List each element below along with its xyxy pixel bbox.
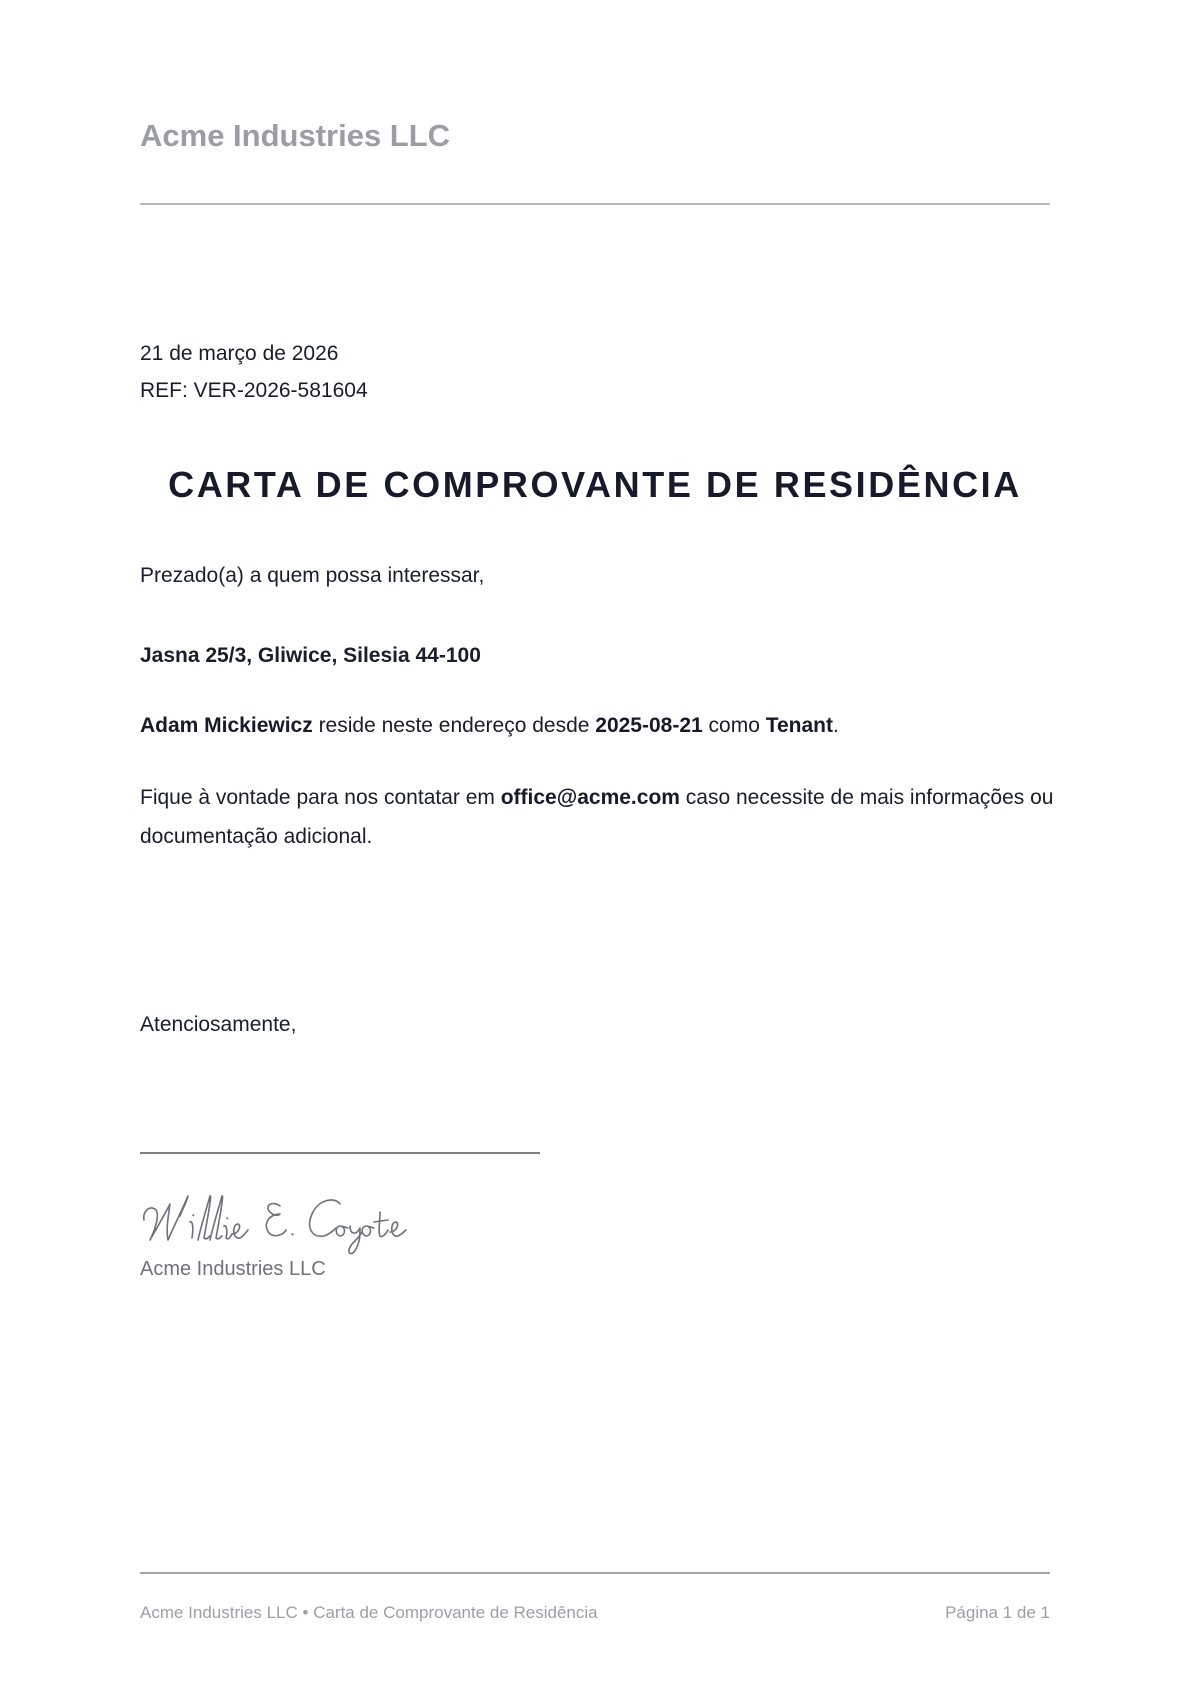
salutation: Prezado(a) a quem possa interessar, xyxy=(140,564,485,587)
letter-title: CARTA DE COMPROVANTE DE RESIDÊNCIA xyxy=(168,464,1022,505)
residence-since-date: 2025-08-21 xyxy=(595,714,703,737)
contact-email: office@acme.com xyxy=(500,786,680,809)
letter-date: 21 de março de 2026 xyxy=(140,342,339,365)
signature-line xyxy=(140,1152,540,1154)
contact-paragraph xyxy=(140,778,1055,856)
handwritten-signature xyxy=(140,1182,460,1257)
footer-document-info: Acme Industries LLC • Carta de Comprovante de Residência xyxy=(140,1603,598,1622)
page-indicator: Página 1 de 1 xyxy=(945,1603,1050,1622)
closing: Atenciosamente, xyxy=(140,1013,297,1036)
statement-text: como xyxy=(702,714,766,737)
residence-statement xyxy=(140,714,839,738)
header-divider xyxy=(140,203,1050,205)
contact-text: caso necessite de mais informações ou documentação adicional. xyxy=(140,786,1054,848)
statement-text: . xyxy=(833,714,839,737)
statement-text: reside neste endereço desde xyxy=(312,714,596,737)
company-header: Acme Industries LLC xyxy=(140,118,451,153)
residence-address: Jasna 25/3, Gliwice, Silesia 44-100 xyxy=(140,644,481,667)
footer-divider xyxy=(140,1572,1050,1574)
signature-company: Acme Industries LLC xyxy=(140,1258,326,1280)
resident-role: Tenant xyxy=(765,714,833,737)
reference-number: REF: VER-2026-581604 xyxy=(140,379,368,402)
contact-text: Fique à vontade para nos contatar em xyxy=(140,786,501,809)
resident-name: Adam Mickiewicz xyxy=(140,714,313,737)
